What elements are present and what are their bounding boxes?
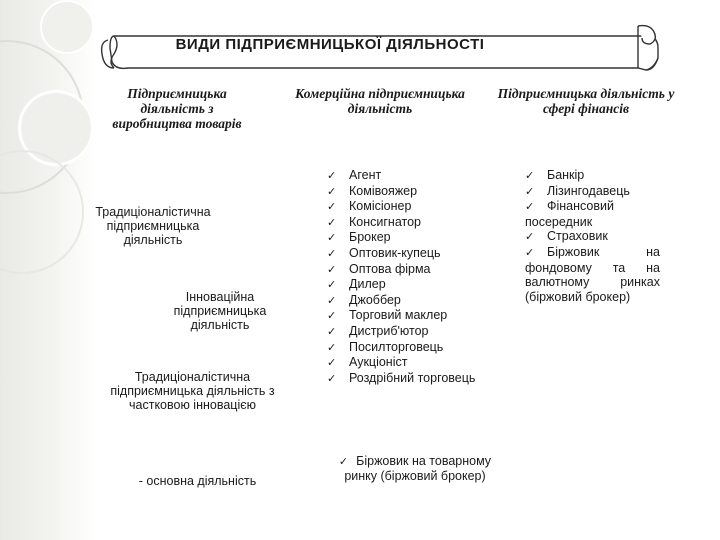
production-type-traditional: Традиціоналістична підприємницька діяльність	[95, 205, 211, 247]
list-item: ✓ Оптова фірма	[327, 261, 431, 276]
check-icon: ✓	[327, 293, 337, 307]
list-item: ✓ Аукціоніст	[327, 355, 408, 370]
list-item: ✓ Фінансовий посередник	[525, 199, 614, 229]
list-item: ✓ Лізингодавець	[525, 183, 630, 198]
commercial-list	[327, 168, 487, 386]
decor-circle	[0, 150, 84, 274]
check-icon: ✓	[525, 169, 535, 182]
production-type-main: - основна діяльність	[138, 474, 257, 488]
list-item: ✓ Біржовик на фондовому та на валютному ринках (біржовий брокер)	[525, 244, 660, 304]
column-heading-production: Підприємницька діяльність з виробництва товарів	[112, 86, 242, 131]
check-icon: ✓	[327, 262, 337, 276]
decor-circle	[40, 0, 94, 54]
list-item: ✓ Оптовик-купець	[327, 245, 441, 260]
list-item: ✓ Комівояжер	[327, 183, 418, 198]
check-icon: ✓	[327, 324, 337, 338]
check-icon: ✓	[327, 231, 337, 245]
column-heading-finance: Підприємницька діяльність у сфері фінансів	[497, 86, 675, 116]
check-icon: ✓	[525, 245, 535, 259]
list-item: ✓ Консигнатор	[327, 214, 421, 229]
check-icon: ✓	[327, 200, 337, 214]
list-item: ✓ Брокер	[327, 230, 391, 245]
list-item: ✓ Дилер	[327, 277, 386, 292]
check-icon: ✓	[327, 356, 337, 370]
check-icon: ✓	[327, 184, 337, 198]
check-icon: ✓	[327, 215, 337, 229]
check-icon: ✓	[525, 230, 535, 244]
check-icon: ✓	[327, 340, 337, 354]
production-type-partial-innovation: Традиціоналістична підприємницька діяльність з частковою інновацією	[110, 370, 275, 412]
finance-list	[525, 168, 660, 304]
list-item: ✓ Страховик	[525, 229, 608, 244]
list-item: ✓ Посилторговець	[327, 339, 444, 354]
list-item: ✓ Агент	[327, 168, 382, 182]
list-item: ✓ Банкір	[525, 168, 585, 182]
check-icon: ✓	[327, 246, 337, 260]
list-item: ✓ Торговий маклер	[327, 308, 448, 323]
check-icon: ✓	[525, 184, 535, 198]
banner-title: ВИДИ ПІДПРИЄМНИЦЬКОЇ ДІЯЛЬНОСТІ	[175, 36, 485, 53]
list-item: ✓ Комісіонер	[327, 199, 412, 214]
commercial-list-last-item: ✓ Біржовик на товарному ринку (біржовий брокер)	[338, 454, 492, 483]
production-type-innovative: Інноваційна підприємницька діяльність	[173, 290, 267, 332]
list-item: ✓ Джоббер	[327, 292, 401, 307]
list-item: ✓ Роздрібний торговець	[327, 370, 476, 385]
check-icon: ✓	[338, 455, 349, 468]
check-icon: ✓	[327, 371, 337, 385]
column-heading-commercial: Комерційна підприємницька діяльність	[295, 86, 465, 116]
background-decoration	[0, 0, 95, 540]
check-icon: ✓	[327, 278, 337, 292]
check-icon: ✓	[327, 309, 337, 323]
check-icon: ✓	[525, 200, 535, 214]
check-icon: ✓	[327, 169, 337, 182]
list-item: ✓ Дистриб'ютор	[327, 323, 429, 338]
